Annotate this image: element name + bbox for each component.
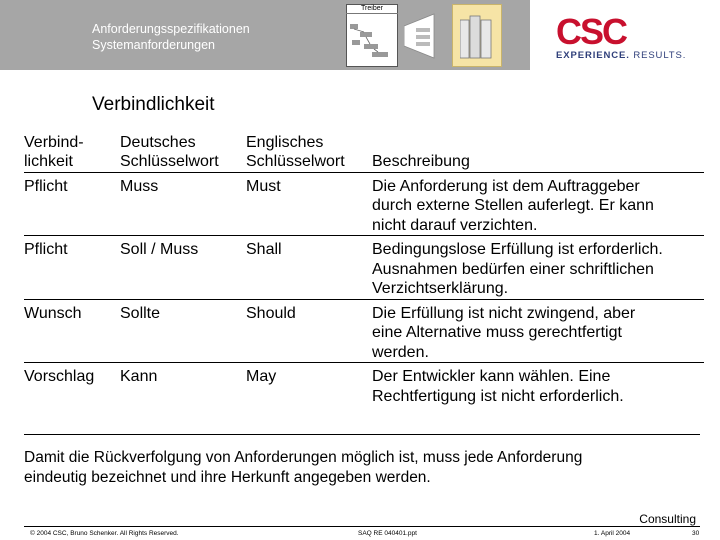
cell-verbindlichkeit: Pflicht [24,172,120,236]
traceability-note [24,448,700,487]
table-bottom-divider [24,434,700,435]
cell-englisch: Must [246,172,372,236]
cell-deutsch: Sollte [120,299,246,363]
cell-beschreibung: Bedingungslose Erfüllung ist erforderlich. Ausnahmen bedürfen einer schriftlichen Verzichtserklärung. [372,236,704,300]
header-title-line2: Systemanforderungen [92,38,215,52]
logo-tagline [556,50,686,61]
cell-verbindlichkeit: Vorschlag [24,363,120,407]
tagline-part1: EXPERIENCE. [556,50,630,61]
footer-copyright: © 2004 CSC, Bruno Schenker. All Rights Reserved. [30,530,179,537]
footer-divider [24,526,700,527]
table-header-row [24,126,704,172]
footer-date: 1. April 2004 [594,530,631,537]
header-cell-verbindlichkeit: Verbind- lichkeit [24,133,84,170]
tagline-part2: RESULTS. [633,50,687,61]
verbindlichkeit-table [24,126,704,406]
cell-deutsch: Soll / Muss [120,236,246,300]
cell-beschreibung: Der Entwickler kann wählen. Eine Rechtfertigung ist nicht erforderlich. [372,363,704,407]
cell-deutsch: Kann [120,363,246,407]
header-cell-englisch: Englisches Schlüsselwort [246,133,345,170]
table-row [24,299,704,363]
footer-consulting: Consulting [639,512,696,526]
cell-verbindlichkeit: Wunsch [24,299,120,363]
table-row [24,236,704,300]
header-cell-deutsch: Deutsches Schlüsselwort [120,133,219,170]
csc-logo [556,14,706,48]
slide-header [0,0,720,70]
arrow-icon [404,6,452,66]
diagram-icon [350,22,394,62]
footer-page-number: 30 [692,530,700,537]
note-line1: Damit die Rückverfolgung von Anforderungen möglich ist, muss jede Anforderung [24,449,583,466]
books-icon [460,14,494,60]
cell-deutsch: Muss [120,172,246,236]
note-line2: eindeutig bezeichnet und ihre Herkunft angegeben werden. [24,468,431,486]
cell-englisch: Shall [246,236,372,300]
footer-filename: SAQ RE 040401.ppt [358,530,417,537]
header-cell-beschreibung: Beschreibung [372,153,470,170]
cell-beschreibung: Die Erfüllung ist nicht zwingend, aber eine Alternative muss gerechtfertigt werden. [372,299,704,363]
svg-text:CSC: CSC [556,14,627,48]
cell-englisch: Should [246,299,372,363]
treiber-label: Treiber [346,4,398,14]
table-row [24,172,704,236]
table-row [24,363,704,407]
section-heading: Verbindlichkeit [92,94,215,115]
header-title-line1: Anforderungsspezifikationen [92,22,250,36]
cell-verbindlichkeit: Pflicht [24,236,120,300]
cell-beschreibung: Die Anforderung ist dem Auftraggeber durch externe Stellen auferlegt. Er kann nicht darauf verzichten. [372,172,704,236]
header-title [92,21,250,53]
cell-englisch: May [246,363,372,407]
